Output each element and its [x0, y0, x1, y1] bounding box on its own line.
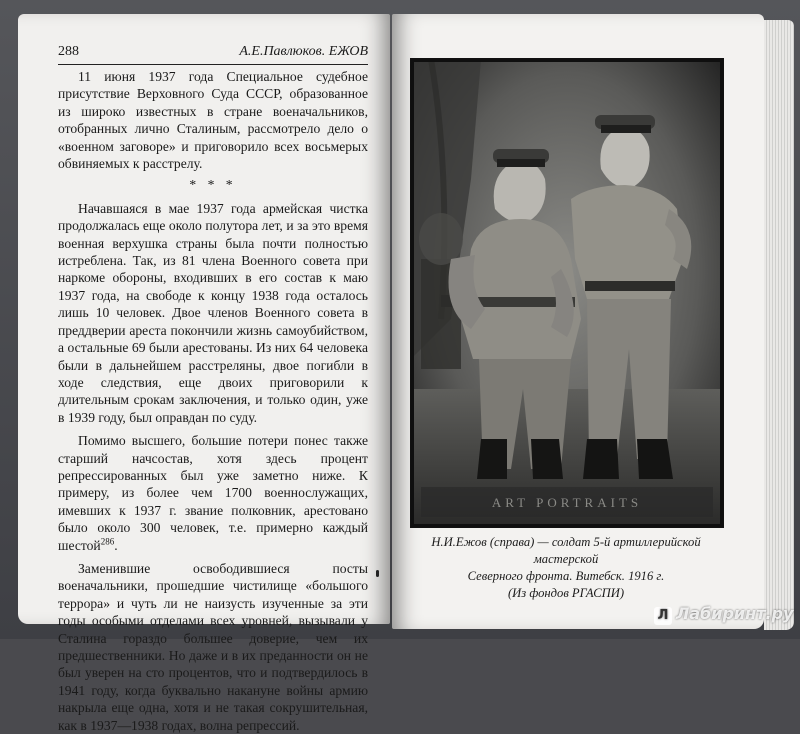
- paragraph-3-end: .: [114, 537, 118, 553]
- running-head-title: А.Е.Павлюков. ЕЖОВ: [239, 44, 368, 59]
- section-separator: * * *: [189, 177, 237, 193]
- caption-line-2: Северного фронта. Витебск. 1916 г.: [467, 569, 665, 583]
- paragraph-3-text: Помимо высшего, большие потери понес также старший начсостав, хотя здесь процент репрессированных был уже заметно ниже. К примеру, из более чем 1700 военнослужащих, имевших к 1937 г. звание полковник, арестовано было около 300 человек, т.е. примерно каждый шестой: [58, 433, 368, 553]
- watermark-logo-icon: Л: [654, 607, 672, 625]
- photo-imprint: ART PORTRAITS: [491, 495, 643, 510]
- page-edges: [764, 20, 794, 630]
- paragraph-1: 11 июня 1937 года Специальное судебное присутствие Верховного Суда СССР, образованное из широко известных в стране военачальников, отобранных лично Сталиным, рассмотрело дело о «военном заговоре» и приговорило всех восьмерых обвиняемых к расстрелу.: [58, 69, 368, 172]
- page-number: 288: [58, 44, 79, 59]
- gutter-mark: [376, 570, 379, 577]
- running-header: [58, 44, 368, 64]
- watermark-text: Лабиринт.ру: [676, 604, 794, 623]
- paragraph-3: [58, 432, 368, 554]
- body-text: [58, 68, 368, 734]
- photo-caption: [398, 534, 734, 602]
- footnote-ref: 286: [100, 536, 115, 547]
- photo-svg: [411, 59, 723, 527]
- paragraph-2: Начавшаяся в мае 1937 года армейская чистка продолжалась еще около полутора лет, и за это время военная верхушка страны была почти полностью истреблена. Так, из 81 члена Военного совета при наркоме обороны, входивших в его состав к маю 1937 года, на свободе к концу 1938 года осталось лишь 10 человек. Двое членов Военного совета в преддверии ареста покончили жизнь самоубийством, а остальные 69 были арестованы. Из них 64 человека были в дальнейшем расстреляны, двое погибли в ходе следствия, еще двоих приговорили к длительным срокам заключения, и только один, уже в 1939 году, был оправдан по суду.: [58, 200, 368, 425]
- portrait-photograph: [410, 58, 724, 528]
- paragraph-4: Заменившие освободившиеся посты военачальники, прошедшие чистилище «большого террора» и чуть ли не наизусть изученные за эти годы особыми отделами всех уровней, вызывали у Сталина гораздо большее доверие, чем их предшественники. Но даже и в их преданности он не был уверен на сто процентов, что и подтвердилось в 1941 году, когда буквально накануне войны армию накрыла еще одна, хотя и не такая сокрушительная, как в 1937—1938 годах, волна репрессий.: [58, 560, 368, 733]
- caption-line-3: (Из фондов РГАСПИ): [507, 586, 625, 600]
- header-rule: [58, 64, 368, 65]
- caption-line-1: Н.И.Ежов (справа) — солдат 5-й артиллерийской мастерской: [431, 535, 701, 566]
- watermark: [654, 604, 794, 630]
